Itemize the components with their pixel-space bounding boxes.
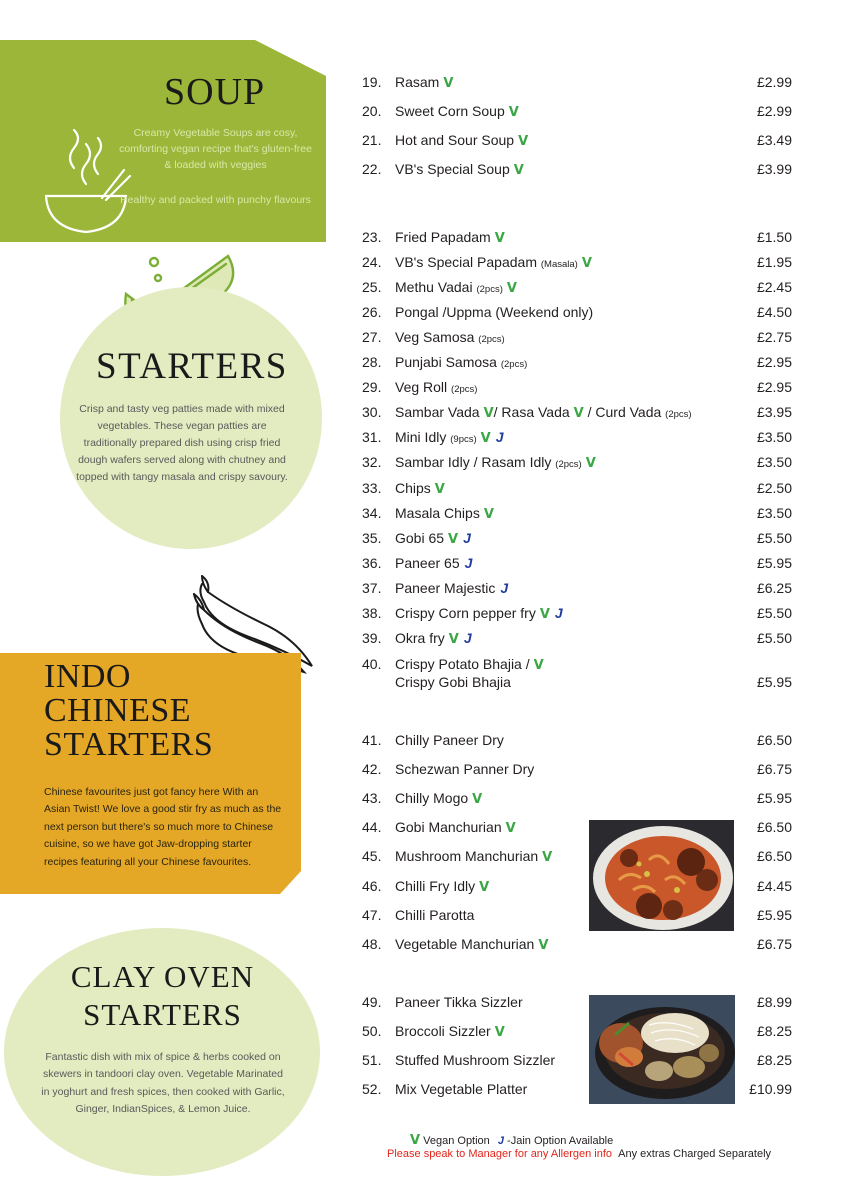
item-price: £3.50	[756, 429, 792, 445]
item-name: Mushroom Manchurian V	[395, 848, 553, 865]
item-number: 35.	[362, 530, 382, 546]
manchurian-photo	[589, 820, 734, 931]
clay-oven-title	[20, 958, 305, 1034]
item-name: Paneer Majestic J	[395, 580, 509, 596]
item-name: Pongal /Uppma (Weekend only)	[395, 304, 594, 320]
jain-icon: J	[500, 580, 509, 596]
item-number: 40.	[362, 656, 382, 672]
item-name: Chips V	[395, 480, 445, 497]
item-name: Gobi 65 V J	[395, 530, 471, 547]
item-name: Vegetable Manchurian V	[395, 936, 549, 953]
jain-icon: J	[463, 630, 472, 646]
item-number: 19.	[362, 74, 382, 90]
item-number: 48.	[362, 936, 382, 952]
menu-item	[362, 656, 792, 696]
item-number: 29.	[362, 379, 382, 395]
item-name: VB's Special Papadam (Masala) V	[395, 254, 592, 271]
item-number: 25.	[362, 279, 382, 295]
item-price: £10.99	[749, 1081, 792, 1097]
item-name: Chilli Parotta	[395, 907, 475, 923]
item-number: 26.	[362, 304, 382, 320]
vegan-icon: V	[479, 880, 490, 895]
item-price: £1.50	[756, 229, 792, 245]
item-price: £1.95	[756, 254, 792, 270]
item-name: Punjabi Samosa (2pcs)	[395, 354, 528, 370]
item-note: (2pcs)	[451, 384, 478, 395]
jain-icon: J	[464, 555, 473, 571]
item-price: £2.95	[756, 379, 792, 395]
vegan-icon: V	[410, 1133, 421, 1148]
item-name: Masala Chips V	[395, 505, 494, 522]
item-name: Crispy Potato Bhajia / V	[395, 656, 544, 673]
item-name: Sweet Corn Soup V	[395, 103, 519, 120]
extras-note: Any extras Charged Separately	[618, 1148, 772, 1160]
item-price: £5.50	[756, 605, 792, 621]
vegan-icon: V	[573, 406, 584, 421]
item-price: £8.99	[756, 994, 792, 1010]
item-number: 21.	[362, 132, 382, 148]
vegan-icon: V	[483, 406, 494, 421]
vegan-icon: V	[494, 231, 505, 246]
item-name: Stuffed Mushroom Sizzler	[395, 1052, 556, 1068]
item-price: £3.50	[756, 454, 792, 470]
starters-title: STARTERS	[96, 346, 288, 387]
item-name: Sambar Vada V/ Rasa Vada V / Curd Vada (2pcs)	[395, 404, 692, 421]
item-name: Broccoli Sizzler V	[395, 1023, 505, 1040]
item-name: Mini Idly (9pcs) V J	[395, 429, 504, 446]
item-price: £4.50	[756, 304, 792, 320]
item-number: 34.	[362, 505, 382, 521]
item-number: 46.	[362, 878, 382, 894]
jain-icon: J	[463, 530, 471, 546]
vegan-icon: V	[483, 507, 494, 522]
item-number: 49.	[362, 994, 382, 1010]
item-number: 39.	[362, 630, 382, 646]
item-name: Paneer 65 J	[395, 555, 473, 571]
vegan-icon: V	[480, 431, 491, 446]
footer-notes	[387, 1148, 771, 1160]
item-price: £5.95	[756, 790, 792, 806]
indo-title-line-1: INDO	[44, 658, 131, 695]
item-number: 50.	[362, 1023, 382, 1039]
item-name: Crispy Corn pepper fry V J	[395, 605, 563, 622]
item-number: 51.	[362, 1052, 382, 1068]
item-note: (2pcs)	[478, 334, 505, 345]
item-price: £2.50	[756, 480, 792, 496]
item-price: £5.50	[756, 630, 792, 646]
item-note: (2pcs)	[665, 409, 692, 420]
item-name: Mix Vegetable Platter	[395, 1081, 528, 1097]
item-number: 41.	[362, 732, 382, 748]
item-number: 33.	[362, 480, 382, 496]
item-price: £6.50	[756, 819, 792, 835]
item-price: £6.50	[756, 732, 792, 748]
item-number: 32.	[362, 454, 382, 470]
item-name: Gobi Manchurian V	[395, 819, 516, 836]
vegan-icon: V	[518, 134, 529, 149]
item-price: £3.50	[756, 505, 792, 521]
item-name: Veg Roll (2pcs)	[395, 379, 478, 395]
item-number: 22.	[362, 161, 382, 177]
jain-icon: J	[495, 429, 504, 445]
vegan-icon: V	[513, 163, 524, 178]
starters-description: Crisp and tasty veg patties made with mixed vegetables. These vegan patties are traditionally prepared dish using crisp fried dough wafers served along with chutney and topped with tangy masala and crispy savoury.	[76, 403, 288, 483]
item-price: £3.49	[756, 132, 792, 148]
jain-icon: J	[497, 1135, 504, 1147]
item-price: £5.95	[756, 907, 792, 923]
item-price: £6.50	[756, 848, 792, 864]
item-price: £4.45	[756, 878, 792, 894]
item-number: 44.	[362, 819, 382, 835]
item-name: Okra fry V J	[395, 630, 472, 647]
item-price: £6.75	[756, 936, 792, 952]
clay-title-line-2: STARTERS	[83, 997, 242, 1032]
jain-legend-label: -Jain Option Available	[507, 1135, 614, 1147]
item-name: Chilly Paneer Dry	[395, 732, 504, 748]
allergen-note: Please speak to Manager for any Allergen info	[387, 1148, 613, 1160]
item-number: 38.	[362, 605, 382, 621]
soup-description: Creamy Vegetable Soups are cosy, comforting vegan recipe that's gluten-free & loaded with veggies	[119, 127, 312, 171]
vegan-legend-label: Vegan Option	[423, 1135, 490, 1147]
item-number: 20.	[362, 103, 382, 119]
item-price: £8.25	[756, 1052, 792, 1068]
vegan-icon: V	[505, 821, 516, 836]
item-name: Fried Papadam V	[395, 229, 505, 246]
item-name: Rasam V	[395, 74, 454, 91]
item-number: 36.	[362, 555, 382, 571]
clay-oven-description: Fantastic dish with mix of spice & herbs cooked on skewers in tandoori clay oven. Vegetable Marinated in yoghurt and fresh spices, then cooked with Garlic, Ginger, IndianSpices, & Lemon Juice.	[41, 1051, 285, 1116]
item-name: Hot and Sour Soup V	[395, 132, 529, 149]
vegan-icon: V	[581, 256, 592, 271]
item-price: £2.95	[756, 354, 792, 370]
vegan-icon: V	[585, 456, 596, 471]
jain-icon: J	[554, 605, 563, 621]
clay-title-line-1: CLAY OVEN	[70, 959, 255, 994]
vegan-icon: V	[533, 658, 544, 673]
vegan-icon: V	[434, 482, 445, 497]
item-price: £8.25	[756, 1023, 792, 1039]
vegan-icon: V	[539, 607, 550, 622]
indo-title-line-3: STARTERS	[44, 726, 214, 763]
vegan-icon: V	[506, 281, 517, 296]
indo-chinese-title	[44, 660, 213, 762]
vegan-icon: V	[443, 76, 454, 91]
indo-title-line-2: CHINESE	[44, 692, 192, 729]
vegan-icon: V	[472, 792, 483, 807]
vegan-icon: V	[448, 632, 459, 647]
item-name: Schezwan Panner Dry	[395, 761, 535, 777]
item-note: (2pcs)	[555, 459, 582, 470]
item-number: 45.	[362, 848, 382, 864]
vegan-icon: V	[448, 532, 459, 547]
item-note: (2pcs)	[500, 359, 528, 370]
item-number: 42.	[362, 761, 382, 777]
item-number: 47.	[362, 907, 382, 923]
item-number: 30.	[362, 404, 382, 420]
item-price: £3.99	[756, 161, 792, 177]
item-name: Methu Vadai (2pcs) V	[395, 279, 517, 296]
item-note: (2pcs)	[476, 284, 503, 295]
legend	[410, 1133, 613, 1148]
item-number: 37.	[362, 580, 382, 596]
item-name-line-2: Crispy Gobi Bhajia	[395, 674, 511, 690]
item-number: 27.	[362, 329, 382, 345]
indo-chinese-description: Chinese favourites just got fancy here With an Asian Twist! We love a good stir fry as much as the next person but there's so much more to Chinese cuisine, so we have got Jaw-dropping starter recipes featuring all your Chinese favourites.	[44, 786, 282, 868]
item-name: VB's Special Soup V	[395, 161, 524, 178]
item-price: £3.95	[756, 404, 792, 420]
item-name: Sambar Idly / Rasam Idly (2pcs) V	[395, 454, 596, 471]
item-name: Veg Samosa (2pcs)	[395, 329, 505, 345]
item-price: £5.95	[756, 555, 792, 571]
item-number: 52.	[362, 1081, 382, 1097]
item-price: £5.50	[756, 530, 792, 546]
item-note: (Masala)	[540, 259, 578, 270]
item-name: Paneer Tikka Sizzler	[395, 994, 523, 1010]
item-name: Chilly Mogo V	[395, 790, 483, 807]
sizzler-photo	[589, 995, 735, 1104]
vegan-icon: V	[494, 1025, 505, 1040]
vegan-icon: V	[542, 850, 553, 865]
soup-title: SOUP	[164, 71, 266, 113]
item-number: 23.	[362, 229, 382, 245]
item-name: Chilli Fry Idly V	[395, 878, 490, 895]
item-price: £6.25	[756, 580, 792, 596]
vegan-icon: V	[538, 938, 549, 953]
item-number: 28.	[362, 354, 382, 370]
item-note: (9pcs)	[450, 434, 477, 445]
item-price: £6.75	[756, 761, 792, 777]
item-price: £2.45	[756, 279, 792, 295]
item-price: £5.95	[756, 674, 792, 690]
item-number: 43.	[362, 790, 382, 806]
item-price: £2.99	[756, 74, 792, 90]
item-price: £2.99	[756, 103, 792, 119]
vegan-icon: V	[508, 105, 519, 120]
soup-tagline: Healthy and packed with punchy flavours	[120, 194, 311, 206]
item-price: £2.75	[756, 329, 792, 345]
item-number: 31.	[362, 429, 382, 445]
item-number: 24.	[362, 254, 382, 270]
